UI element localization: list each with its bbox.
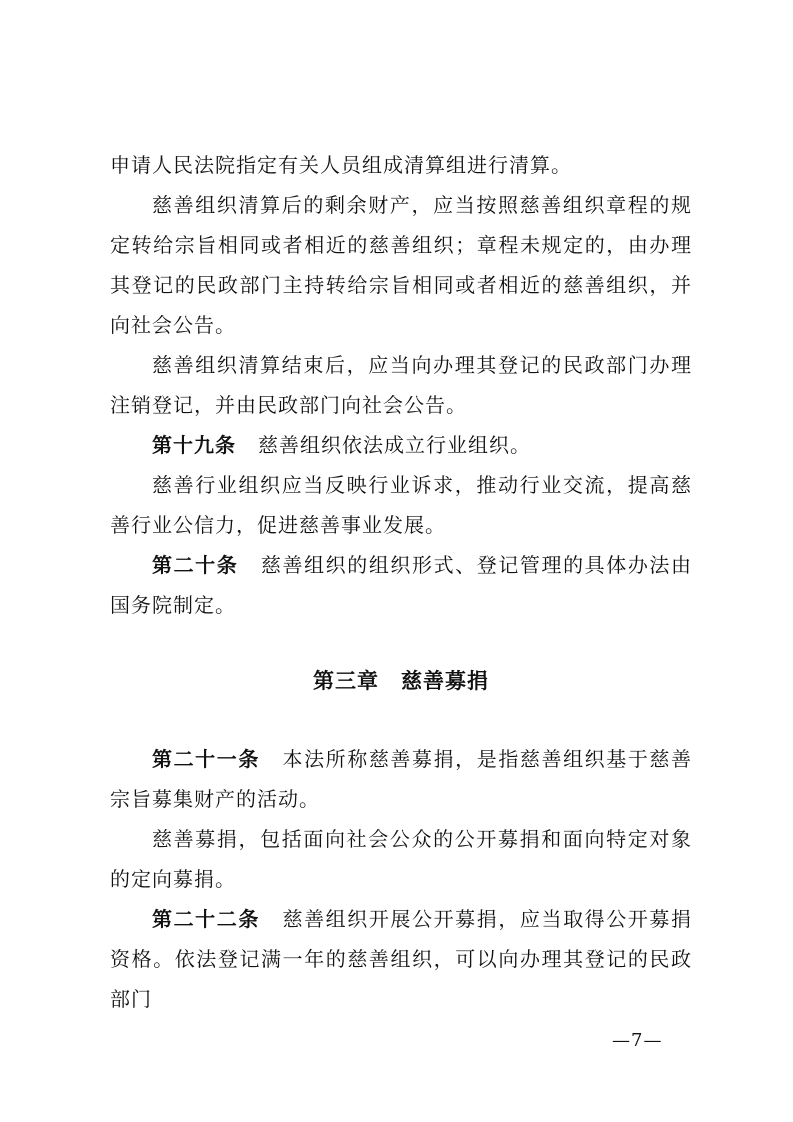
article-20-heading: 第二十条	[152, 553, 239, 577]
paragraph-fundraising-types: 慈善募捐，包括面向社会公众的公开募捐和面向特定对象的定向募捐。	[110, 827, 692, 891]
article-19-text: 慈善组织依法成立行业组织。	[258, 433, 531, 457]
article-21-heading: 第二十一条	[152, 747, 260, 771]
chapter-name: 慈善募捐	[401, 669, 489, 693]
article-22-text: 慈善组织开展公开募捐，应当取得公开募捐资格。依法登记满一年的慈善组织，可以向办理其登记的民政部门	[110, 907, 693, 1011]
chapter-number: 第三章	[313, 669, 379, 693]
article-21-text: 本法所称慈善募捐，是指慈善组织基于慈善宗旨募集财产的活动。	[110, 747, 693, 811]
body-text	[110, 145, 692, 1019]
article-20	[110, 545, 692, 625]
paragraph-remaining-assets: 慈善组织清算后的剩余财产，应当按照慈善组织章程的规定转给宗旨相同或者相近的慈善组织；章程未规定的，由办理其登记的民政部门主持转给宗旨相同或者相近的慈善组织，并向社会公告。	[110, 193, 692, 337]
paragraph-continuation: 申请人民法院指定有关人员组成清算组进行清算。	[110, 153, 572, 177]
paragraph-industry-organization: 慈善行业组织应当反映行业诉求，推动行业交流，提高慈善行业公信力，促进慈善事业发展。	[110, 473, 692, 537]
article-22-heading: 第二十二条	[152, 907, 260, 931]
article-19	[110, 425, 692, 465]
paragraph-deregistration: 慈善组织清算结束后，应当向办理其登记的民政部门办理注销登记，并由民政部门向社会公告。	[110, 353, 692, 417]
page-number: —7—	[612, 1030, 663, 1051]
article-21	[110, 739, 692, 819]
article-22	[110, 899, 692, 1019]
article-19-heading: 第十九条	[152, 433, 236, 457]
chapter-title	[110, 661, 692, 701]
article-20-text: 慈善组织的组织形式、登记管理的具体办法由国务院制定。	[110, 553, 693, 617]
